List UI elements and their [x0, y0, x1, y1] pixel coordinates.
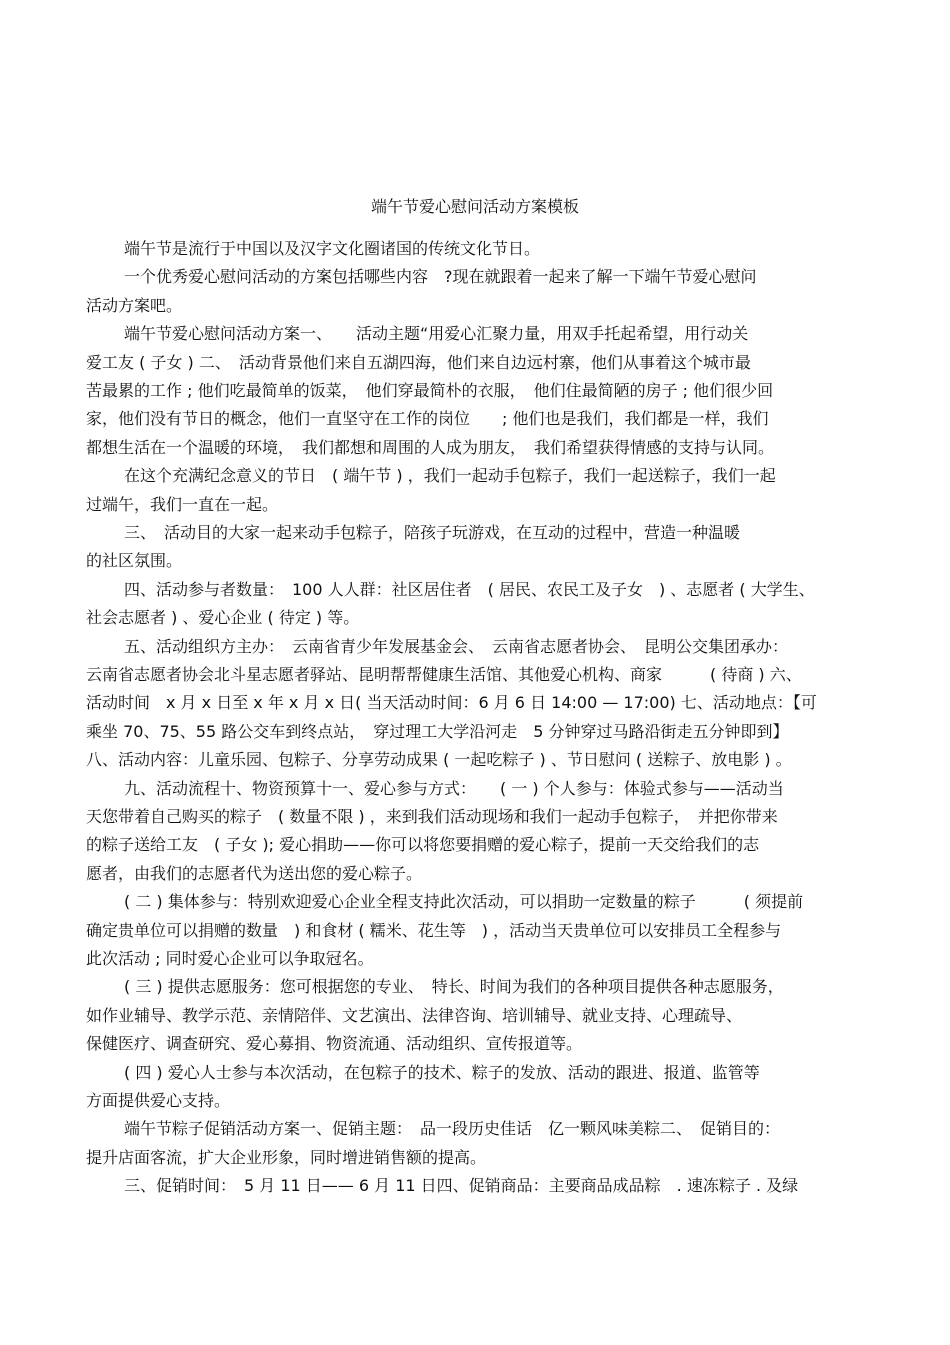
document-line: 的粽子送给工友 ( 子女 ); 爱心捐助——你可以将您要捐赠的爱心粽子，提前一天交给我们的志 [86, 835, 760, 855]
document-line: 端午节粽子促销活动方案一、促销主题： 品一段历史佳话 亿一颗风味美粽二、 促销目的： [124, 1119, 781, 1139]
document-line: 端午节是流行于中国以及汉字文化圈诸国的传统文化节日。 [124, 239, 541, 258]
document-line: ( 四 ) 爱心人士参与本次活动，在包粽子的技术、粽子的发放、活动的跟进、报道、监管等 [124, 1062, 760, 1082]
document-line: 三、 活动目的大家一起来动手包粽子，陪孩子玩游戏，在互动的过程中，营造一种温暖 [124, 523, 741, 542]
document-line: 九、活动流程十、物资预算十一、爱心参与方式： ( 一 ) 个人参与：体验式参与——活动当 [124, 778, 784, 798]
document-line: 端午节爱心慰问活动方案一、 活动主题“用爱心汇聚力量，用双手托起希望，用行动关 [124, 324, 749, 344]
document-line: 苦最累的工作 ; 他们吃最简单的饭菜， 他们穿最简朴的衣服， 他们住最简陋的房子 ; 他们很少回 [86, 381, 774, 400]
document-line: 活动方案吧。 [86, 295, 183, 315]
document-line: 提升店面客流，扩大企业形象，同时增进销售额的提高。 [86, 1147, 487, 1167]
document-line: 此次活动 ; 同时爱心企业可以争取冠名。 [86, 949, 374, 968]
document-line: 三、促销时间： 5 月 11 日—— 6 月 11 日四、促销商品：主要商品成品粽 . 速冻粽子 . 及绿 [124, 1176, 799, 1196]
document-line: 在这个充满纪念意义的节日 ( 端午节 ) ，我们一起动手包粽子，我们一起送粽子，我们一起 [124, 466, 776, 486]
document-line: 天您带着自己购买的粽子 ( 数量不限 ) ，来到我们活动现场和我们一起动手包粽子， 并把你带来 [86, 807, 778, 826]
document-line: 的社区氛围。 [86, 551, 183, 571]
document-line: 活动时间 x 月 x 日至 x 年 x 月 x 日( 当天活动时间：6 月 6 日 14:00 — 17:00) 七、活动地点：【可 [86, 693, 817, 713]
document-line: 社会志愿者 ) 、爱心企业 ( 待定 ) 等。 [86, 608, 360, 628]
document-line: 都想生活在一个温暖的环境， 我们都想和周围的人成为朋友， 我们希望获得情感的支持与认同。 [86, 437, 775, 457]
document-line: 如作业辅导、教学示范、亲情陪伴、文艺演出、法律咨询、培训辅导、就业支持、心理疏导、 [86, 1005, 743, 1025]
document-line: 五、活动组织方主办： 云南省青少年发展基金会、 云南省志愿者协会、 昆明公交集团承办： [124, 636, 789, 656]
document-line: 乘坐 70、75、55 路公交车到终点站， 穿过理工大学沿河走 5 分钟穿过马路沿街走五分钟即到】 [86, 721, 789, 741]
document-line: 确定贵单位可以捐赠的数量 ) 和食材 ( 糯米、花生等 ) ，活动当天贵单位可以安排员工全程参与 [86, 920, 782, 940]
document-line: 方面提供爱心支持。 [86, 1091, 231, 1110]
document-line: 一个优秀爱心慰问活动的方案包括哪些内容 ?现在就跟着一起来了解一下端午节爱心慰问 [124, 267, 757, 287]
document-line: 云南省志愿者协会北斗星志愿者驿站、昆明帮帮健康生活馆、其他爱心机构、商家 ( 待商 ) 六、 [86, 665, 802, 684]
document-line: ( 三 ) 提供志愿服务：您可根据您的专业、 特长、时间为我们的各种项目提供各种志愿服务， [124, 977, 784, 997]
document-line: 爱工友 ( 子女 ) 二、 活动背景他们来自五湖四海，他们来自边远村寨，他们从事着这个城市最 [86, 352, 751, 372]
document-line: 保健医疗、调查研究、爱心募捐、物资流通、活动组织、宣传报道等。 [86, 1034, 583, 1054]
document-title: 端午节爱心慰问活动方案模板 [370, 197, 579, 216]
document-line: 过端午，我们一直在一起。 [86, 494, 279, 514]
document-line: 家，他们没有节日的概念，他们一直坚守在工作的岗位 ; 他们也是我们，我们都是一样，我们 [86, 409, 769, 429]
document-line: ( 二 ) 集体参与：特别欢迎爱心企业全程支持此次活动，可以捐助一定数量的粽子 ( 须提前 [124, 892, 804, 912]
document-line: 愿者，由我们的志愿者代为送出您的爱心粽子。 [86, 863, 423, 883]
document-line: 四、活动参与者数量： 100 人人群：社区居住者 ( 居民、农民工及子女 ) 、志愿者 ( 大学生、 [124, 579, 815, 599]
document-line: 八、活动内容：儿童乐园、包粽子、分享劳动成果 ( 一起吃粽子 ) 、节日慰问 ( 送粽子、放电影 ) 。 [86, 750, 792, 770]
